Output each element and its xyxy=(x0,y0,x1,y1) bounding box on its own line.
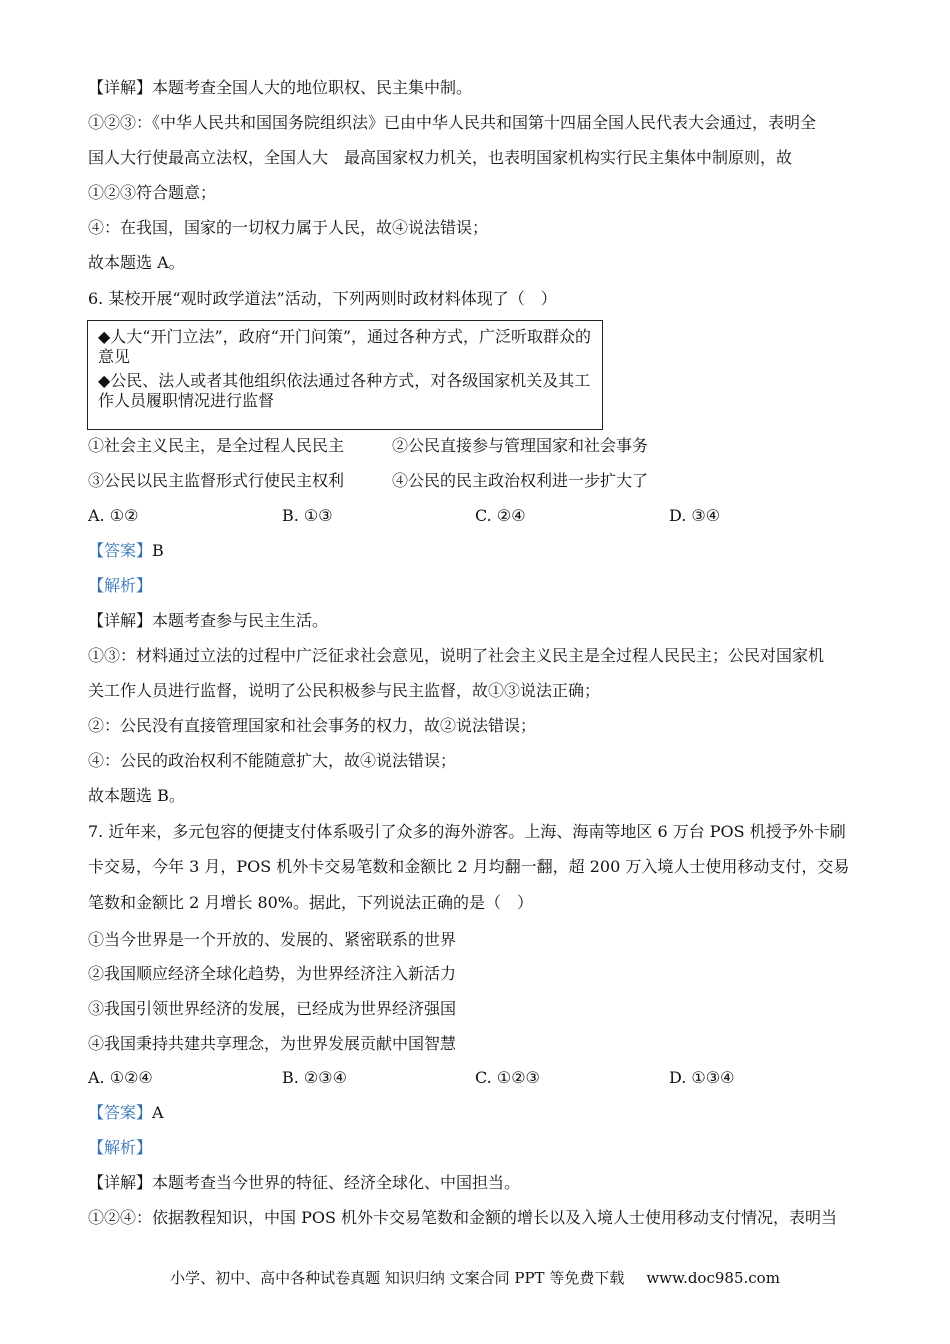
q6-answer xyxy=(88,541,164,561)
detail-line: 故本题选 A。 xyxy=(88,253,185,272)
detail-line: 【详解】本题考查当今世界的特征、经济全球化、中国担当。 xyxy=(88,1173,521,1192)
question-6-stem: 6. 某校开展“观时政学道法”活动，下列两则时政材料体现了（ ） xyxy=(88,289,557,308)
material-box xyxy=(87,320,603,430)
material-item-1: ◆人大“开门立法”，政府“开门问策”，通过各种方式，广泛听取群众的意见 xyxy=(98,327,592,366)
q6-choice-a: A. ①② xyxy=(88,506,139,525)
q6-statement-3: ③公民以民主监督形式行使民主权利 xyxy=(88,471,345,490)
q6-statement-1: ①社会主义民主，是全过程人民民主 xyxy=(88,436,345,455)
q7-choice-d: D. ①③④ xyxy=(669,1068,735,1087)
q6-choice-b: B. ①③ xyxy=(282,506,333,525)
detail-line: ④：在我国，国家的一切权力属于人民，故④说法错误； xyxy=(88,218,489,237)
page-footer xyxy=(0,1268,950,1288)
q7-choice-a: A. ①②④ xyxy=(88,1068,153,1087)
detail-line: 【详解】本题考查全国人大的地位职权、民主集中制。 xyxy=(88,78,473,97)
q7-analysis-label: 【解析】 xyxy=(88,1138,153,1157)
detail-line: 国人大行使最高立法权，全国人大 最高国家权力机关，也表明国家机构实行民主集体中制原则，故 xyxy=(88,148,793,167)
q6-analysis-label: 【解析】 xyxy=(88,576,153,595)
q7-answer xyxy=(88,1103,164,1123)
answer-label: 【答案】 xyxy=(88,1103,153,1122)
q7-choice-b: B. ②③④ xyxy=(282,1068,347,1087)
q7-statement-1: ①当今世界是一个开放的、发展的、紧密联系的世界 xyxy=(88,930,457,949)
footer-text: 小学、初中、高中各种试卷真题 知识归纳 文案合同 PPT 等免费下载 xyxy=(170,1269,625,1287)
answer-value: A xyxy=(152,1103,164,1122)
q6-statement-4: ④公民的民主政治权利进一步扩大了 xyxy=(392,471,649,490)
question-7-stem: 7. 近年来，多元包容的便捷支付体系吸引了众多的海外游客。上海、海南等地区 6 万台 POS 机授予外卡刷 xyxy=(88,822,846,841)
q7-statement-3: ③我国引领世界经济的发展，已经成为世界经济强国 xyxy=(88,999,457,1018)
question-7-stem: 笔数和金额比 2 月增长 80%。据此，下列说法正确的是（ ） xyxy=(88,893,534,912)
q7-statement-2: ②我国顺应经济全球化趋势，为世界经济注入新活力 xyxy=(88,964,457,983)
q7-statement-4: ④我国秉持共建共享理念，为世界发展贡献中国智慧 xyxy=(88,1034,457,1053)
q6-choice-c: C. ②④ xyxy=(475,506,526,525)
detail-line: ④：公民的政治权利不能随意扩大，故④说法错误； xyxy=(88,751,457,770)
detail-line: ①②④：依据教程知识，中国 POS 机外卡交易笔数和金额的增长以及入境人士使用移动支付情况，表明当 xyxy=(88,1208,838,1227)
answer-value: B xyxy=(152,541,164,560)
material-item-2: ◆公民、法人或者其他组织依法通过各种方式，对各级国家机关及其工作人员履职情况进行监督 xyxy=(98,371,591,410)
question-7-stem: 卡交易，今年 3 月，POS 机外卡交易笔数和金额比 2 月均翻一翻，超 200 万入境人士使用移动支付，交易 xyxy=(88,857,850,876)
detail-line: ①②③符合题意； xyxy=(88,183,217,202)
q6-statement-2: ②公民直接参与管理国家和社会事务 xyxy=(392,436,649,455)
detail-line: ①③：材料通过立法的过程中广泛征求社会意见，说明了社会主义民主是全过程人民民主；公民对国家机 xyxy=(88,646,825,665)
detail-line: 关工作人员进行监督，说明了公民积极参与民主监督，故①③说法正确； xyxy=(88,681,601,700)
detail-line: ①②③：《中华人民共和国国务院组织法》已由中华人民共和国第十四届全国人民代表大会通过，表明全 xyxy=(88,113,817,132)
detail-line: ②：公民没有直接管理国家和社会事务的权力，故②说法错误； xyxy=(88,716,537,735)
detail-line: 【详解】本题考查参与民主生活。 xyxy=(88,611,329,630)
answer-label: 【答案】 xyxy=(88,541,153,560)
detail-line: 故本题选 B。 xyxy=(88,786,185,805)
q7-choice-c: C. ①②③ xyxy=(475,1068,540,1087)
footer-url[interactable]: www.doc985.com xyxy=(646,1269,780,1287)
q6-choice-d: D. ③④ xyxy=(669,506,721,525)
